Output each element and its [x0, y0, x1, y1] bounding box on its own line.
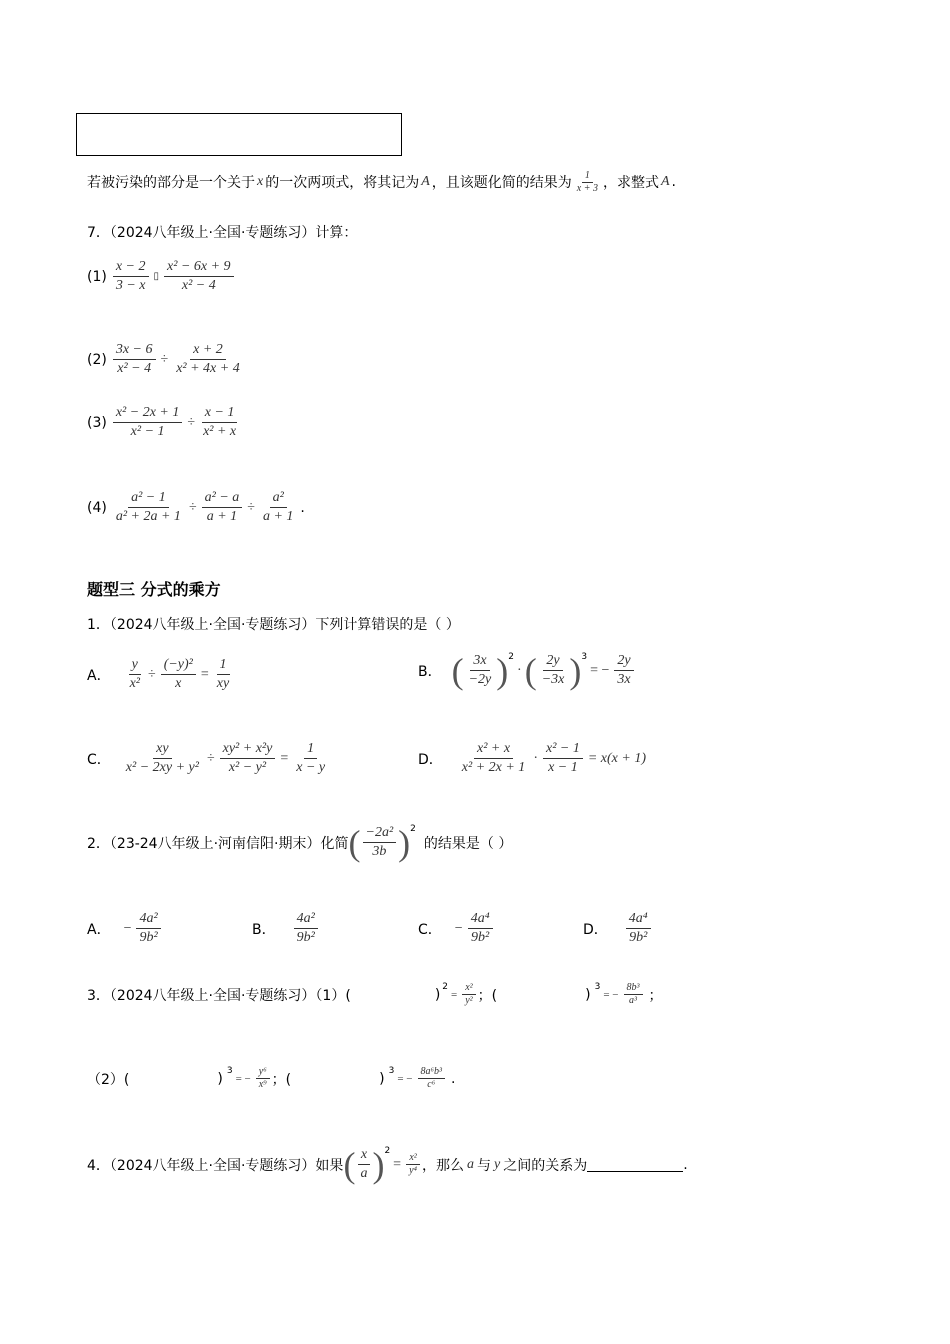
q3-row1: 3．（2024八年级上·全国·专题练习）（1）( ) $^2$ = $\frac{\text{x²}}{\text{y²}}$ ；( ) $^3$ = − $\frac{\text{8b³}}{\text{a³}}$ ；: [87, 982, 663, 1006]
q7-1-op: ▯: [153, 271, 160, 282]
q3-row2: （2）( ) $^3$ = − $\frac{\text{y⁶}}{\text{x⁹}}$ ；( ) $^3$ = − $\frac{\text{8a⁶b³}}{\text{c⁶}}$ .: [87, 1066, 456, 1090]
q4-line: 4．（2024八年级上·全国·专题练习）如果 ( $\frac{x}{a}$ ) $^2$ = $\frac{\text{x²}}{\text{y⁴}}$ ，那么 a 与 y 之间的关系为 .: [87, 1144, 688, 1185]
q7-item-2: (2) $\frac{3x - 6}{\text{x² − 4}}$ ÷ $\frac{x + 2}{\text{x² + 4x + 4}}$: [87, 341, 245, 378]
q1-a-frac2: $\frac{\text{(−y)²}}{x}$: [161, 656, 196, 693]
q7-3-frac-a: $\frac{\text{x² − 2x + 1}}{\text{x² − 1}}$: [113, 404, 183, 441]
q1-b-frac3: $\frac{2y}{3x}$: [614, 652, 633, 689]
polluted-box: [76, 113, 402, 156]
q1-option-d[interactable]: D． $\frac{\text{x² + x}}{\text{x² + 2x + 1}}$ · $\frac{\text{x² − 1}}{x - 1}$ = x(x + 1): [418, 741, 646, 775]
q7-item-4: (4) $\frac{\text{a² − 1}}{\text{a² + 2a + 1}}$ ÷ $\frac{\text{a² − a}}{a + 1}$ ÷ $\frac{\text{a²}}{a + 1}$ .: [87, 490, 305, 524]
q1-option-b[interactable]: B． ( $\frac{3x}{-2y}$ ) $^2$ · ( $\frac{2y}{-3x}$ ) $^3$ = − $\frac{2y}{3x}$: [418, 652, 636, 689]
intro-var-a2: A: [660, 174, 670, 189]
q7-item-3: (3) $\frac{\text{x² − 2x + 1}}{\text{x² − 1}}$ ÷ $\frac{x - 1}{\text{x² + x}}$: [87, 404, 241, 441]
intro-result-fraction: $\frac{1}{x + 3}$: [576, 169, 598, 194]
q1-b-frac1: $\frac{3x}{-2y}$: [468, 653, 492, 687]
q7-title: 7．（2024八年级上·全国·专题练习）计算：: [87, 225, 358, 241]
q7-4-op: ÷: [188, 499, 197, 515]
q1-b-frac2: $\frac{2y}{-3x}$: [541, 653, 565, 687]
intro-middle2: ，且该题化简的结果为: [431, 175, 572, 191]
q1-c-frac3: $\frac{1}{x - y}$: [296, 741, 326, 775]
q1-c-frac1: $\frac{xy}{\text{x² − 2xy + y²}}$: [125, 741, 199, 775]
q7-1-frac-b: $\frac{\text{x² − 6x + 9}}{\text{x² − 4}}$: [164, 258, 234, 295]
q2-option-c[interactable]: C． − $\frac{\text{4a⁴}}{\text{9b²}}$: [418, 910, 495, 947]
q7-4-frac-b: $\frac{\text{a² − a}}{a + 1}$: [202, 489, 243, 526]
intro-end: .: [671, 174, 676, 190]
intro-line: [87, 160, 676, 204]
intro-prefix: 若被污染的部分是一个关于: [87, 175, 255, 191]
q7-3-frac-b: $\frac{x - 1}{\text{x² + x}}$: [203, 405, 237, 439]
q7-4-frac-a: $\frac{\text{a² − 1}}{\text{a² + 2a + 1}}$: [115, 490, 181, 524]
section-heading: 题型三 分式的乘方: [87, 580, 221, 599]
q7-3-op: ÷: [187, 414, 196, 430]
q1-a-frac1: $\frac{y}{\text{x²}}$: [129, 657, 140, 691]
q4-answer-blank[interactable]: [587, 1157, 683, 1172]
q7-1-frac-a: $\frac{x - 2}{3 - x}$: [113, 258, 149, 295]
q1-option-a[interactable]: A． $\frac{y}{\text{x²}}$ ÷ $\frac{\text{(−y)²}}{x}$ = $\frac{1}{xy}$: [87, 656, 234, 693]
q2-frac: $\frac{\text{−2a²}}{3b}$: [363, 824, 397, 861]
q1-title: 1．（2024八年级上·全国·专题练习）下列计算错误的是（ ）: [87, 617, 460, 633]
q7-2-frac-b: $\frac{x + 2}{\text{x² + 4x + 4}}$: [176, 342, 240, 376]
intro-var-a: A: [421, 174, 430, 189]
q1-d-frac2: $\frac{\text{x² − 1}}{x - 1}$: [543, 740, 583, 777]
q7-item-1: (1) $\frac{x - 2}{3 - x}$ ▯ $\frac{\text{x² − 6x + 9}}{\text{x² − 4}}$: [87, 258, 236, 295]
q1-d-frac1: $\frac{\text{x² + x}}{\text{x² + 2x + 1}}$: [461, 741, 526, 775]
intro-var-x: x: [257, 174, 264, 189]
q2-option-b[interactable]: B． $\frac{\text{4a²}}{\text{9b²}}$: [252, 910, 320, 947]
q7-2-op: ÷: [160, 351, 169, 367]
intro-middle: 的一次两项式，将其记为: [265, 175, 420, 191]
q2-option-d[interactable]: D． $\frac{\text{4a⁴}}{\text{9b²}}$: [583, 910, 653, 947]
q7-2-frac-a: $\frac{3x - 6}{\text{x² − 4}}$: [113, 341, 156, 378]
q1-a-frac3: $\frac{1}{xy}$: [216, 657, 230, 691]
q7-4-frac-c: $\frac{\text{a²}}{a + 1}$: [262, 490, 294, 524]
q2-title: 2．（23-24八年级上·河南信阳·期末）化简 ( $\frac{\text{−2a²}}{3b}$ ) $^2$ 的结果是（ ）: [87, 822, 513, 863]
q1-c-frac2: $\frac{\text{xy² + x²y}}{\text{x² − y²}}$: [220, 740, 276, 777]
q2-option-a[interactable]: A． − $\frac{\text{4a²}}{\text{9b²}}$: [87, 910, 163, 947]
q7-4-op2: ÷: [247, 499, 255, 515]
q1-option-c[interactable]: C． $\frac{xy}{\text{x² − 2xy + y²}}$ ÷ $\frac{\text{xy² + x²y}}{\text{x² − y²}}$ = $\frac{1}{x - y}$: [87, 740, 330, 777]
intro-suffix: ，求整式: [602, 175, 659, 191]
